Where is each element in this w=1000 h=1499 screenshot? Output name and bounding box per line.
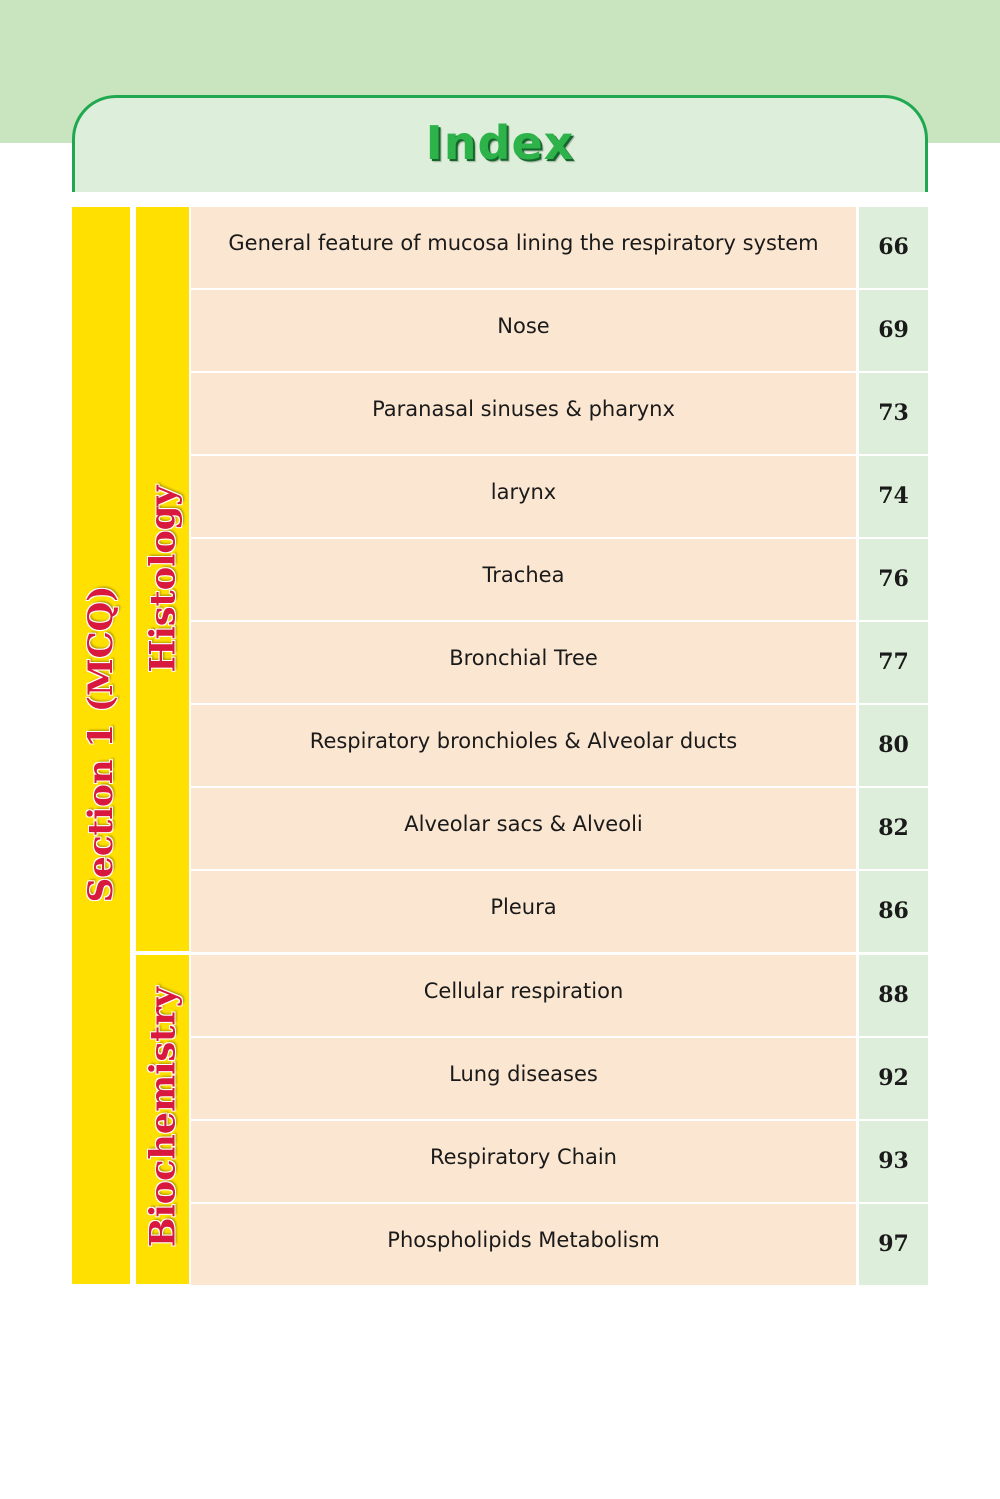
page-number: 69 [859,290,928,371]
topic-cell: Respiratory bronchioles & Alveolar ducts [191,705,856,786]
page-number: 93 [859,1121,928,1202]
page-number: 92 [859,1038,928,1119]
topic-cell: Lung diseases [191,1038,856,1119]
page-number: 97 [859,1204,928,1285]
biochemistry-column [136,955,189,1284]
topic-cell: Nose [191,290,856,371]
index-row [191,373,928,454]
topic-cell: Cellular respiration [191,955,856,1036]
topic-cell: General feature of mucosa lining the respiratory system [191,207,856,288]
section-label: Section 1 (MCQ) [81,585,121,903]
page-number: 76 [859,539,928,620]
index-row [191,705,928,786]
page-number: 88 [859,955,928,1036]
page-number: 77 [859,622,928,703]
topic-cell: larynx [191,456,856,537]
index-row [191,955,928,1036]
histology-column [136,207,189,951]
page-number: 73 [859,373,928,454]
topic-cell: Pleura [191,871,856,952]
page-number: 82 [859,788,928,869]
index-row [191,871,928,952]
index-row [191,290,928,371]
page-number: 80 [859,705,928,786]
section-column [72,207,130,1284]
index-row [191,788,928,869]
title-tab [72,95,928,192]
index-row [191,1121,928,1202]
topic-cell: Phospholipids Metabolism [191,1204,856,1285]
topic-cell: Bronchial Tree [191,622,856,703]
page-title: Index [425,116,575,170]
topic-cell: Paranasal sinuses & pharynx [191,373,856,454]
biochemistry-label: Biochemistry [142,986,183,1248]
page-number: 74 [859,456,928,537]
topic-cell: Respiratory Chain [191,1121,856,1202]
topic-cell: Trachea [191,539,856,620]
page-number: 86 [859,871,928,952]
topic-cell: Alveolar sacs & Alveoli [191,788,856,869]
index-row [191,622,928,703]
histology-label: Histology [142,485,183,673]
page-number: 66 [859,207,928,288]
index-row [191,207,928,288]
index-row [191,456,928,537]
index-row [191,1204,928,1285]
index-row [191,539,928,620]
index-row [191,1038,928,1119]
